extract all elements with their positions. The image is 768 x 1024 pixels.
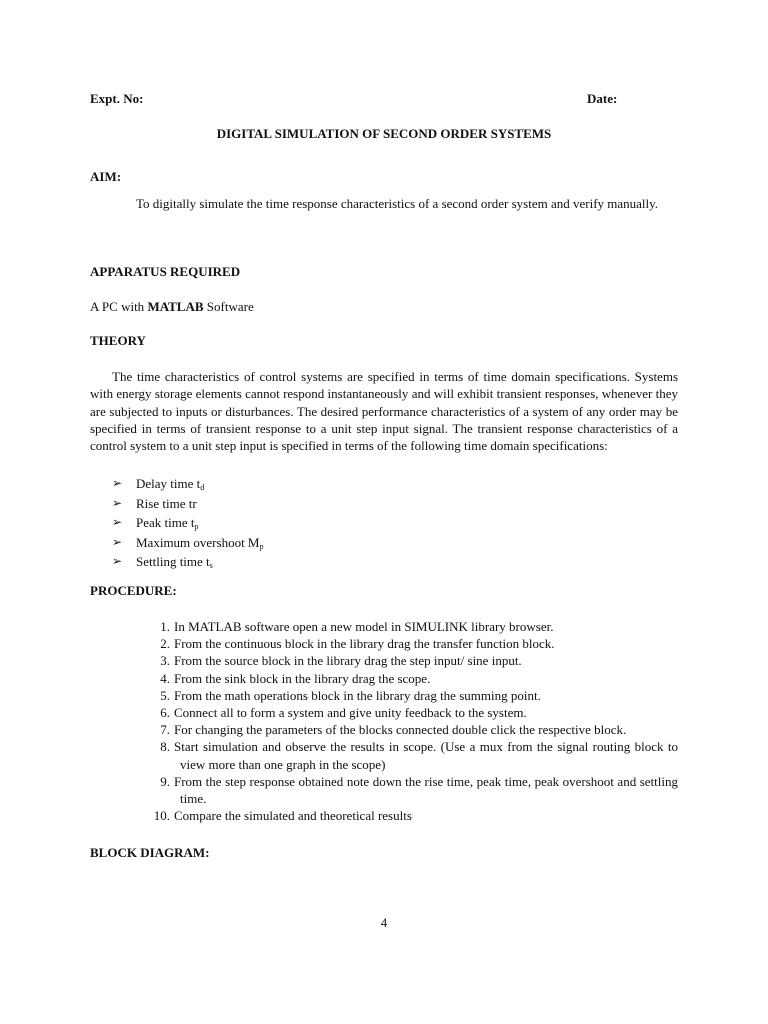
list-item: 6. Connect all to form a system and give unity feedback to the system.	[160, 705, 527, 721]
apparatus-suffix: Software	[203, 299, 254, 314]
aim-heading: AIM:	[90, 169, 122, 184]
specifications-list	[112, 474, 264, 572]
list-item: 3. From the source block in the library drag the step input/ sine input.	[160, 653, 522, 669]
date-label: Date:	[587, 91, 618, 106]
list-item: ➢ Rise time tr	[112, 494, 264, 514]
list-item: ➢ Settling time $t_s$	[112, 554, 213, 571]
block-diagram-heading: BLOCK DIAGRAM:	[90, 845, 210, 860]
apparatus-prefix: A PC with	[90, 299, 148, 314]
list-item: 10. Compare the simulated and theoretical results	[153, 808, 412, 824]
document-title: DIGITAL SIMULATION OF SECOND ORDER SYSTEMS	[216, 126, 552, 141]
arrow-bullet-icon: ➢	[112, 476, 123, 490]
page-number: 4	[380, 915, 388, 930]
list-item: 1. In MATLAB software open a new model in SIMULINK library browser.	[160, 619, 554, 634]
list-item: ➢ Maximum overshoot $M_p$	[112, 534, 264, 551]
theory-heading: THEORY	[90, 333, 146, 348]
theory-text: The time characteristics of control systems are specified in terms of time domain specifications. Systems with energy storage elements cannot respond instantaneously and will exhibit transient responses, whenever they are subjected to inputs or disturbances. The desired performance characteristics of a system of any order may be specified in terms of transient response to a unit step input signal. The transient response characteristics of a control system to a unit step input is specified in terms of the following time domain specifications:	[90, 369, 678, 454]
list-item: 8. Start simulation and observe the results in scope. (Use a mux from the signal routing block to view more than one graph in the scope)	[160, 739, 678, 772]
procedure-heading: PROCEDURE:	[90, 583, 177, 598]
list-item: 2. From the continuous block in the library drag the transfer function block.	[160, 636, 555, 652]
arrow-bullet-icon: ➢	[112, 495, 123, 510]
arrow-bullet-icon: ➢	[112, 534, 123, 549]
apparatus-software-name: MATLAB	[147, 299, 204, 314]
expt-no-label: Expt. No:	[90, 91, 144, 106]
apparatus-text	[90, 299, 254, 315]
arrow-bullet-icon: ➢	[112, 515, 123, 530]
list-item: 9. From the step response obtained note down the rise time, peak time, peak overshoot and settling time.	[160, 773, 678, 807]
list-item: ➢ Peak time $t_p$	[112, 515, 199, 532]
list-item: 7. For changing the parameters of the blocks connected double click the respective block.	[160, 722, 627, 738]
aim-text: To digitally simulate the time response characteristics of a second order system and verify manually.	[136, 196, 659, 211]
arrow-bullet-icon: ➢	[112, 554, 123, 569]
list-item: 5. From the math operations block in the library drag the summing point.	[160, 687, 541, 703]
list-item: 4. From the sink block in the library drag the scope.	[160, 670, 431, 686]
list-item: ➢ Delay time $t_d$	[112, 476, 205, 492]
apparatus-heading: APPARATUS REQUIRED	[90, 264, 241, 279]
procedure-steps	[150, 618, 678, 824]
